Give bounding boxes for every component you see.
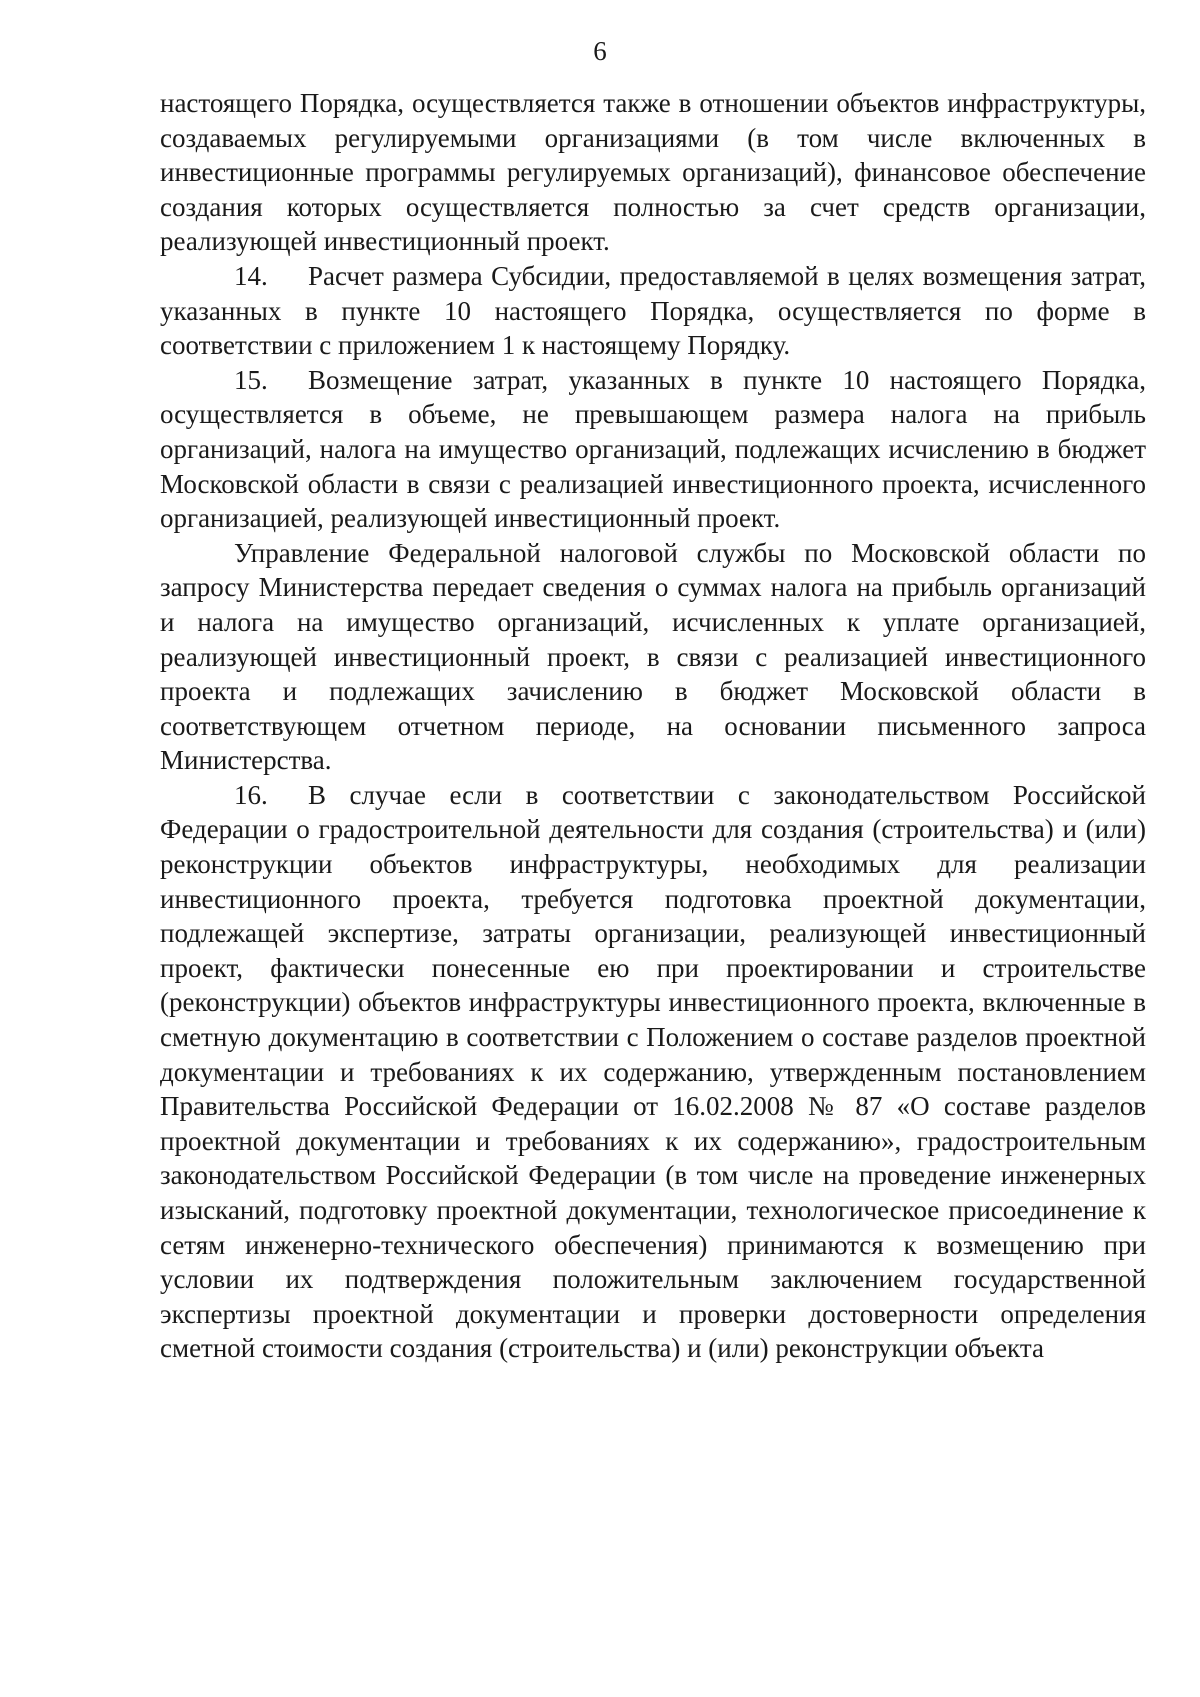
clause-number: 15.	[234, 364, 268, 395]
paragraph-tax-service	[160, 536, 1146, 778]
paragraph-text: Управление Федеральной налоговой службы по Московской области по запросу Министерства передает сведения о суммах налога на прибыль организаций и налога на имущество организаций, исчисленных к уплате организацией, реализующей инвестиционный проект, в связи с реализацией инвестиционного проекта и подлежащих зачислению в бюджет Московской области в соответствующем отчетном периоде, на основании письменного запроса Министерства.	[160, 537, 1146, 776]
clause-14	[160, 259, 1146, 363]
clause-15	[160, 363, 1146, 536]
clause-number: 16.	[234, 779, 268, 810]
document-body	[160, 86, 1146, 1366]
page-number: 6	[593, 36, 607, 66]
clause-text: Расчет размера Субсидии, предоставляемой в целях возмещения затрат, указанных в пункте 10 настоящего Порядка, осуществляется по форме в соответствии с приложением 1 к настоящему Порядку.	[160, 260, 1146, 361]
clause-16	[160, 778, 1146, 1366]
clause-number: 14.	[234, 260, 268, 291]
clause-text: В случае если в соответствии с законодательством Российской Федерации о градостроительной деятельности для создания (строительства) и (или) реконструкции объектов инфраструктуры, необходимых для реализации инвестиционного проекта, требуется подготовка проектной документации, подлежащей экспертизе, затраты организации, реализующей инвестиционный проект, фактически понесенные ею при проектировании и строительстве (реконструкции) объектов инфраструктуры инвестиционного проекта, включенные в сметную документацию в соответствии с Положением о составе разделов проектной документации и требованиях к их содержанию, утвержденным постановлением Правительства Российской Федерации от 16.02.2008 № 87 «О составе разделов проектной документации и требованиях к их содержанию», градостроительным законодательством Российской Федерации (в том числе на проведение инженерных изысканий, подготовку проектной документации, технологическое присоединение к сетям инженерно-технического обеспечения) принимаются к возмещению при условии их подтверждения положительным заключением государственной экспертизы проектной документации и проверки достоверности определения сметной стоимости создания (строительства) и (или) реконструкции объекта	[160, 779, 1146, 1364]
paragraph-text: настоящего Порядка, осуществляется также в отношении объектов инфраструктуры, создаваемых регулируемыми организациями (в том числе включенных в инвестиционные программы регулируемых организаций), финансовое обеспечение создания которых осуществляется полностью за счет средств организации, реализующей инвестиционный проект.	[160, 88, 1146, 257]
clause-text: Возмещение затрат, указанных в пункте 10 настоящего Порядка, осуществляется в объеме, не превышающем размера налога на прибыль организаций, налога на имущество организаций, подлежащих исчислению в бюджет Московской области в связи с реализацией инвестиционного проекта, исчисленного организацией, реализующей инвестиционный проект.	[160, 364, 1146, 534]
paragraph-continuation	[160, 86, 1146, 259]
